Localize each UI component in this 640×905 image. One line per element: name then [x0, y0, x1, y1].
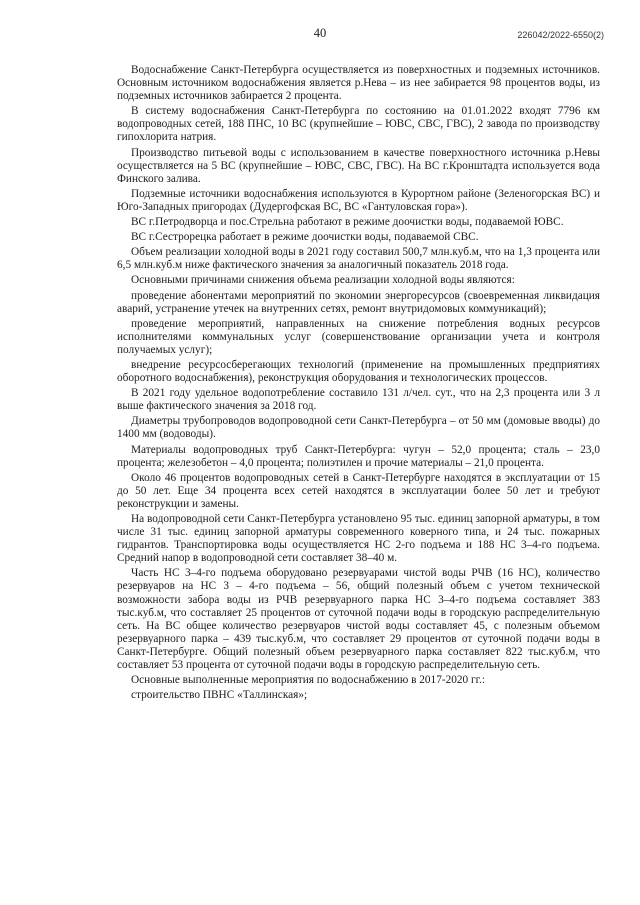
paragraph: Материалы водопроводных труб Санкт-Петербурга: чугун – 52,0 процента; сталь – 23,0 процента; железобетон – 4,0 процента; полиэтилен и прочие материалы – 21,0 процента.	[117, 443, 600, 469]
paragraph: Около 46 процентов водопроводных сетей в Санкт-Петербурге находятся в эксплуатации от 15 до 50 лет. Еще 34 процента всех сетей находятся в эксплуатации более 50 лет и требуют реконструкции и замены.	[117, 471, 600, 510]
document-id: 226042/2022-6550(2)	[517, 30, 604, 40]
paragraph: проведение абонентами мероприятий по экономии энергоресурсов (своевременная ликвидация аварий, устранение утечек на внутренних сетях, ремонт внутридомовых коммуникаций);	[117, 289, 600, 315]
document-body	[117, 64, 600, 704]
paragraph: Объем реализации холодной воды в 2021 году составил 500,7 млн.куб.м, что на 1,3 процента или 6,5 млн.куб.м ниже фактического значения за аналогичный показатель 2018 года.	[117, 246, 600, 272]
paragraph: Часть НС 3–4-го подъема оборудовано резервуарами чистой воды РЧВ (16 НС), количество резервуаров на НС 3 – 4-го подъема – 56, общий полезный объем с учетом технической возможности забора воды из РЧВ резервуарного парка НС 3–4-го подъема составляет 383 тыс.куб.м, что составляет 25 процентов от суточной подачи воды в городскую распределительную сеть. На ВС общее количество резервуаров чистой воды составляет 45, с полезным объемом резервуарного парка – 439 тыс.куб.м, что составляет 29 процентов от суточной подачи воды в Санкт-Петербурге. Общий полезный объем резервуарного парка составляет 822 тыс.куб.м, что составляет 53 процента от суточной подачи воды в городскую распределительную сеть.	[117, 567, 600, 672]
paragraph: Диаметры трубопроводов водопроводной сети Санкт-Петербурга – от 50 мм (домовые вводы) до 1400 мм (водоводы).	[117, 415, 600, 441]
paragraph: ВС г.Петродворца и пос.Стрельна работают в режиме доочистки воды, подаваемой ЮВС.	[131, 216, 564, 229]
paragraph: Производство питьевой воды с использованием в качестве поверхностного источника р.Невы осуществляется на 5 ВС (крупнейшие – ЮВС, СВС, ГВС). На ВС г.Кронштадта используется вода Финского залива.	[117, 146, 600, 185]
paragraph: внедрение ресурсосберегающих технологий (применение на промышленных предприятиях оборотного водоснабжения), реконструкция оборудования и технологических процессов.	[117, 358, 600, 385]
paragraph: В 2021 году удельное водопотребление составило 131 л/чел. сут., что на 2,3 процента или 3 л выше фактического значения за 2018 год.	[117, 387, 600, 413]
paragraph: На водопроводной сети Санкт-Петербурга установлено 95 тыс. единиц запорной арматуры, в том числе 31 тыс. единиц запорной арматуры современного коверного типа, и 24 тыс. пожарных гидрантов. Транспортировка воды осуществляется НС 2-го подъема и 188 НС 3–4-го подъема. Средний напор в водопроводной сети составляет 38–40 м.	[117, 513, 600, 565]
paragraph: Основными причинами снижения объема реализации холодной воды являются:	[131, 274, 515, 287]
paragraph: строительство ПВНС «Таллинская»;	[131, 689, 308, 702]
paragraph: ВС г.Сестрорецка работает в режиме доочистки воды, подаваемой СВС.	[131, 231, 479, 244]
paragraph: Водоснабжение Санкт-Петербурга осуществляется из поверхностных и подземных источников. Основным источником водоснабжения является р.Нева – из нее забирается 98 процентов воды, из подземных источников забирается 2 процента.	[117, 64, 600, 103]
paragraph: Основные выполненные мероприятия по водоснабжению в 2017-2020 гг.:	[131, 674, 485, 687]
paragraph: проведение мероприятий, направленных на снижение потребления водных ресурсов исполнителями коммунальных услуг (совершенствование организации учета и контроля получаемых услуг);	[117, 317, 600, 356]
page-number: 40	[313, 26, 327, 40]
paragraph: Подземные источники водоснабжения используются в Курортном районе (Зеленогорская ВС) и Юго-Западных пригородах (Дудергофская ВС, ВС «Гантуловская гора»).	[117, 187, 600, 213]
paragraph: В систему водоснабжения Санкт-Петербурга по состоянию на 01.01.2022 входят 7796 км водопроводных сетей, 188 ПНС, 10 ВС (крупнейшие – ЮВС, СВС, ГВС), 2 завода по производству гипохлорита натрия.	[117, 105, 600, 144]
